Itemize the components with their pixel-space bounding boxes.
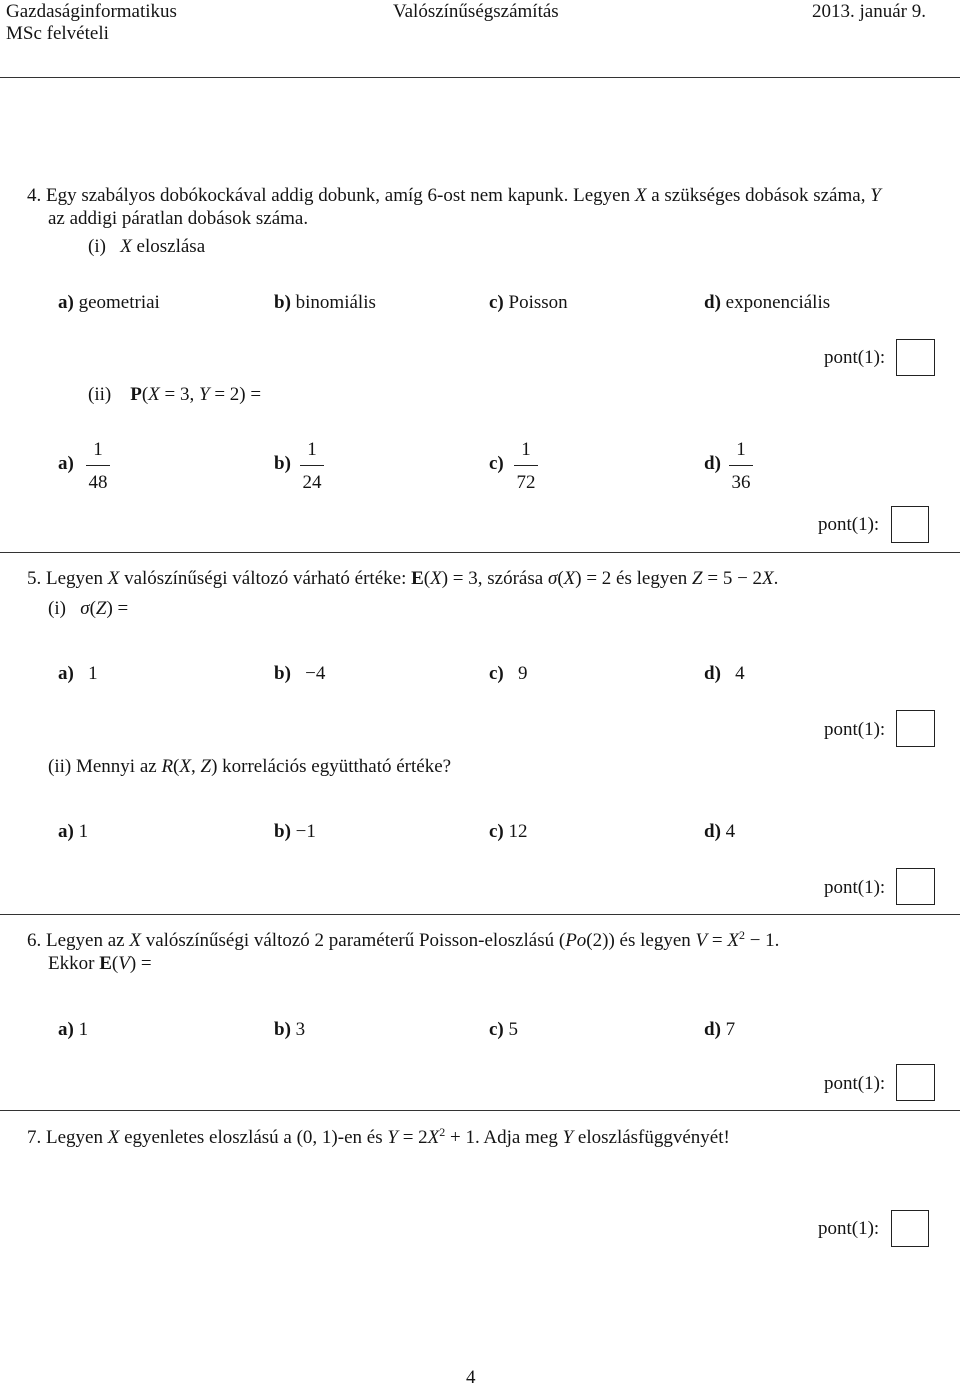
header-date: 2013. január 9. bbox=[812, 1, 926, 22]
q5-ii-option-b[interactable]: b) −1 bbox=[274, 821, 316, 842]
q4-ii-option-b-letter[interactable]: b) bbox=[274, 453, 291, 474]
q4-i-option-d[interactable]: d) exponenciális bbox=[704, 292, 831, 313]
points-box[interactable] bbox=[891, 506, 929, 543]
points-box[interactable] bbox=[896, 868, 935, 905]
q5-statement: 5. Legyen X valószínűségi változó várható értéke: E(X) = 3, szórása σ(X) = 2 és legyen Z = 5 − 2X. bbox=[27, 568, 779, 589]
q4-statement-line1: 4. Egy szabályos dobókockával addig dobunk, amíg 6-ost nem kapunk. Legyen X a szükséges dobások száma, Y bbox=[27, 185, 881, 206]
q6-statement-line2: Ekkor E(V) = bbox=[48, 953, 152, 974]
q5-ii-option-a[interactable]: a) 1 bbox=[58, 821, 89, 842]
q4-ii-option-c-fraction[interactable]: 1 72 bbox=[514, 440, 538, 492]
question-separator bbox=[0, 914, 960, 915]
header-rule bbox=[0, 77, 960, 78]
q6-option-b[interactable]: b) 3 bbox=[274, 1019, 306, 1040]
q5-i-option-a[interactable]: a) 1 bbox=[58, 663, 98, 684]
page-number: 4 bbox=[466, 1367, 476, 1388]
points-label: pont(1): bbox=[818, 1218, 880, 1239]
q4-i-option-b[interactable]: b) binomiális bbox=[274, 292, 376, 313]
q4-i-option-c[interactable]: c) Poisson bbox=[489, 292, 568, 313]
q6-statement: 6. Legyen az X valószínűségi változó 2 paraméterű Poisson-eloszlású (Po(2)) és legyen $V = X^2 - 1$. bbox=[27, 928, 780, 951]
q6-option-c[interactable]: c) 5 bbox=[489, 1019, 519, 1040]
header-course: Gazdaságinformatikus bbox=[6, 1, 177, 22]
q5-i-prompt: (i) σ(Z) = bbox=[48, 598, 129, 619]
q4-ii-option-d-fraction[interactable]: 1 36 bbox=[729, 440, 753, 492]
q4-ii-option-d-letter[interactable]: d) bbox=[704, 453, 721, 474]
q5-i-option-b[interactable]: b) −4 bbox=[274, 663, 326, 684]
q4-ii-prompt: (ii) P(X = 3, Y = 2) = bbox=[88, 384, 262, 405]
q7-statement: 7. Legyen X egyenletes eloszlású a (0, 1)-en és $Y = 2X^2 + 1$. Adja meg Y eloszlásfüggvényét! bbox=[27, 1125, 730, 1148]
points-label: pont(1): bbox=[824, 877, 886, 898]
q5-ii-option-d[interactable]: d) 4 bbox=[704, 821, 736, 842]
points-box[interactable] bbox=[896, 710, 935, 747]
points-label: pont(1): bbox=[824, 347, 886, 368]
points-label: pont(1): bbox=[824, 719, 886, 740]
header-subtitle: MSc felvételi bbox=[6, 23, 109, 44]
q6-option-d[interactable]: d) 7 bbox=[704, 1019, 736, 1040]
points-label: pont(1): bbox=[818, 514, 880, 535]
q4-statement-line2: az addigi páratlan dobások száma. bbox=[48, 208, 309, 229]
q5-ii-prompt: (ii) Mennyi az R(X, Z) korrelációs együttható értéke? bbox=[48, 756, 452, 777]
q4-ii-option-a-fraction[interactable]: 1 48 bbox=[86, 440, 110, 492]
q4-ii-option-b-fraction[interactable]: 1 24 bbox=[300, 440, 324, 492]
header-subject: Valószínűségszámítás bbox=[393, 1, 559, 22]
question-separator bbox=[0, 552, 960, 553]
q4-ii-option-a-letter[interactable]: a) bbox=[58, 453, 74, 474]
q4-i-prompt: (i) X eloszlása bbox=[88, 236, 206, 257]
points-box[interactable] bbox=[896, 1064, 935, 1101]
q5-i-option-d[interactable]: d) 4 bbox=[704, 663, 745, 684]
points-box[interactable] bbox=[896, 339, 935, 376]
q5-ii-option-c[interactable]: c) 12 bbox=[489, 821, 528, 842]
points-label: pont(1): bbox=[824, 1073, 886, 1094]
points-box[interactable] bbox=[891, 1210, 929, 1247]
q4-ii-option-c-letter[interactable]: c) bbox=[489, 453, 504, 474]
question-separator bbox=[0, 1110, 960, 1111]
q5-i-option-c[interactable]: c) 9 bbox=[489, 663, 528, 684]
q4-i-option-a[interactable]: a) geometriai bbox=[58, 292, 160, 313]
q6-option-a[interactable]: a) 1 bbox=[58, 1019, 89, 1040]
